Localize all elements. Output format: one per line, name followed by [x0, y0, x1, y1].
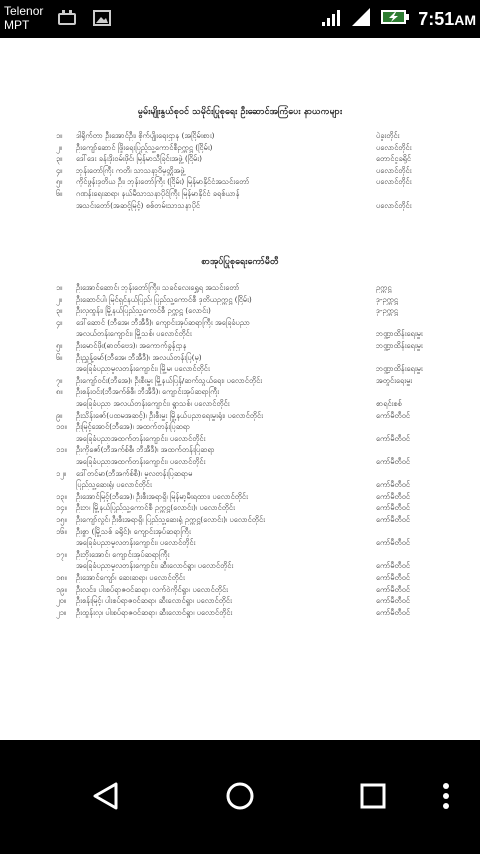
list-item-num: ၃။ — [56, 306, 63, 316]
list-item-text: ဒေါ်ဒေး ခန်းဒိုးဝမ်းဖိုင်၊ မြန်မာသီခြင်းအဖွဲ့ (ငြိမ်း) — [76, 154, 203, 164]
list-item — [56, 607, 426, 618]
list-item — [56, 398, 426, 409]
list-item-num: ၆။ — [56, 352, 63, 362]
list-item-right: ကော်မီတီဝင် — [376, 607, 410, 617]
signal-icon — [350, 6, 372, 32]
list-item-num: ၅။ — [56, 177, 63, 187]
list-item-text: အသင်းတော်(အဆင့်မြင့်) စစ်တမ်းသာသနာပိုင် — [76, 200, 200, 210]
list-item — [56, 433, 426, 444]
list-item-num: ၁၄။ — [56, 503, 67, 513]
list-item — [56, 537, 426, 548]
list-item-num: ၁၆။ — [56, 526, 67, 536]
list-item-right: ပလောင်တိုင်း — [376, 200, 412, 210]
list-item — [56, 317, 426, 328]
back-button[interactable] — [78, 770, 134, 826]
list-item-text: ကိုင်ဖွန်းဒုတိယ ဦး၊ ဘုန်းတော်ကြီး (ငြိမ်း) မြန်မာနိုင်ငံအသင်းတော် — [76, 177, 250, 187]
list-item — [56, 176, 426, 187]
clock-time: 7:51 — [418, 8, 455, 29]
list-item-num: ၆။ — [56, 189, 63, 198]
list-item-right: ဘဏ္ဍာထိန်းရေးမှူး — [376, 341, 423, 350]
list-item-right: ကော်မီတီဝင် — [376, 584, 410, 594]
list-item-right: ကော်မီတီဝင် — [376, 410, 410, 420]
more-icon — [441, 781, 451, 815]
list-item-text: ဦးကျော်လွင်၊ ဦးစီးအရာရှိ၊ ပြည်သူ့ဆေးရုံ ဥက္ကဋ္ဌ(လောင်း)၊ ပလောင်တိုင်း — [76, 515, 265, 524]
list-item-right: ဘဏ္ဍာထိန်းရေးမှူး — [376, 329, 423, 339]
list-item — [56, 165, 426, 176]
list-item-num: ၁။ — [56, 283, 63, 292]
list-item-text: ဒေါ်တင်မာ(ဘီအက်စ်စီ)၊ မူလတန်းပြဆရာမ — [76, 468, 193, 478]
list-item-text: ဦးအောင်ဆောင်၊ ဘုန်းတော်ကြီး၊ သခင်လေးရွှေရ အသင်းတော် — [76, 283, 240, 292]
list-item-text: ဦးမောင်ဖိုး(ဓာတ်ဗေဒ)၊ အကောက်ခွန်ဌာန — [76, 341, 187, 350]
list-item-text: ဦးကျော်ဝင်း(ဘီအေ)၊ ဦးစီးမှူး မြို့နယ်ပြန်/ဆက်သွယ်ရေး၊ ပလောင်တိုင်း — [76, 375, 263, 385]
home-icon — [225, 781, 255, 815]
list-item-num: ၂၀။ — [56, 596, 67, 606]
list-item-num: ၁၉။ — [56, 584, 67, 594]
list-item — [56, 468, 426, 479]
list-item-right: ပလောင်တိုင်း — [376, 165, 412, 175]
list-item — [56, 294, 426, 305]
list-item-num: ၁၂။ — [56, 468, 67, 478]
list-item-text: ဒေါ်ဆောင် (ဘီအေ၊ ဘီအီဒီ)၊ ကျောင်းအုပ်ဆရာကြီး အခြေခံပညာ — [76, 317, 250, 327]
list-item-text: အခြေခံပညာမူလတန်းကျောင်း၊ မြို့မ၊ ပလောင်တိုင်း — [76, 364, 210, 374]
list-item-right: ကော်မီတီဝင် — [376, 457, 410, 466]
list-item — [56, 514, 426, 525]
list-item — [56, 153, 426, 164]
list-item — [56, 340, 426, 351]
carrier-label — [4, 4, 43, 32]
list-item-text: ဦးကိုဇော်(ဘီအက်စ်စီ၊ ဘီအီဒီ)၊ အထက်တန်းပြဆရာ — [76, 445, 215, 455]
list-item-text: ဦးစွာ (မြို့သစ် ခရိုင်)၊ ကျောင်းအုပ်ဆရာကြီး — [76, 526, 191, 536]
list-item-num: ၂။ — [56, 142, 62, 152]
recents-icon — [359, 782, 387, 814]
list-item-text: ဦးအောင်ကျော်၊ ဆေးဆရာ၊ ပလောင်တိုင်း — [76, 573, 185, 582]
list-item-text: ဦးဘိုးအောင်၊ ကျောင်းအုပ်ဆရာကြီး — [76, 549, 170, 559]
list-item-num: ၇။ — [56, 375, 63, 385]
list-item-text: အခြေခံပညာအထက်တန်းကျောင်း၊ ပလောင်တိုင်း — [76, 433, 206, 443]
list-item-num: ၁၇။ — [56, 549, 67, 559]
list-item-num: ၁၃။ — [56, 491, 67, 501]
list-item-right: ပလောင်တိုင်း — [376, 142, 412, 152]
list-item — [56, 130, 426, 141]
list-item-num: ၂။ — [56, 294, 62, 304]
clock-suffix: AM — [454, 11, 476, 28]
list-item-text: ပြည်သူ့ဆေးရုံ၊ ပလောင်တိုင်း — [76, 480, 152, 490]
list-item — [56, 363, 426, 374]
list-item-num: ၃။ — [56, 154, 63, 164]
list-item-text: ဘုန်းတော်ကြီး ကတိ၊ သာသနာ့ဝိမုတ္တိအဖွဲ့ — [76, 165, 185, 175]
list-item — [56, 549, 426, 560]
list-item-right: ကော်မီတီဝင် — [376, 503, 410, 513]
image-icon — [92, 8, 112, 32]
list-item-right: တောင်ငူခရိုင် — [376, 154, 411, 164]
list-item — [56, 352, 426, 363]
list-item-right: ကော်မီတီဝင် — [376, 561, 410, 571]
list-item-num: ၁၀။ — [56, 422, 67, 432]
more-options-button[interactable] — [426, 770, 466, 826]
list-item — [56, 410, 426, 421]
list-item-right: ပလောင်တိုင်း — [376, 177, 412, 187]
list-item — [56, 584, 426, 595]
list-item-right: ကော်မီတီဝင် — [376, 538, 410, 548]
list-item-text: ဒါရိုက်တာ ဦးအောင်ဦး၊ စိုက်ပျိုးရေးဌာန (အငြိမ်းစား) — [76, 131, 215, 140]
section-title: စာအုပ်ပြုစုရေးကော်မီတီ — [201, 257, 279, 267]
list-item-num: ၁၅။ — [56, 515, 67, 524]
list-item-text: အလယ်တန်းကျောင်း၊ မြို့သစ်၊ ပလောင်တိုင်း — [76, 329, 192, 339]
list-item-text: ဦးစန်းဝင်း(ဘီအက်စ်စီ၊ ဘီအီဒီ)၊ ကျောင်းအုပ်ဆရာကြီး — [76, 387, 220, 397]
list-item-right: ဒု-ဥက္ကဋ္ဌ — [376, 294, 398, 304]
list-item — [56, 491, 426, 502]
list-item-text: ဦးလင်း၊ ပါးစပ်ရာဇဝင်ဆရာ၊ လက်ဝဲကိုင်ရွာ၊ ပလောင်တိုင်း — [76, 584, 228, 594]
list-item — [56, 502, 426, 513]
list-item — [56, 282, 426, 293]
list-item-right: ကော်မီတီဝင် — [376, 573, 410, 582]
list-item — [56, 142, 426, 153]
list-item-text: ဦးမြင့်အောင်(ဘီအေ)၊ အထက်တန်းပြဆရာ — [76, 422, 191, 432]
list-item-num: ၄။ — [56, 317, 63, 327]
list-item-num: ၁။ — [56, 131, 63, 140]
list-item-text: အခြေခံပညာမူလတန်းကျောင်း၊ ပလောင်တိုင်း — [76, 538, 196, 548]
list-item-right: ကော်မီတီဝင် — [376, 596, 410, 606]
list-item — [56, 444, 426, 455]
list-item-num: ၅။ — [56, 341, 63, 350]
list-item — [56, 456, 426, 467]
list-item-num: ၁၈။ — [56, 573, 67, 582]
list-item — [56, 572, 426, 583]
home-button[interactable] — [212, 770, 268, 826]
list-item — [56, 375, 426, 386]
list-item-text: ဦးသိန်းဇော်(ပထမအဆင့်)၊ ဦးစီးမှူး မြို့နယ်ပညာရေးမှူးရုံး၊ ပလောင်တိုင်း — [76, 410, 263, 420]
list-item-text: အခြေခံပညာအထက်တန်းကျောင်း၊ ပလောင်တိုင်း — [76, 457, 206, 466]
list-item — [56, 421, 426, 432]
list-item-right: ကော်မီတီဝင် — [376, 491, 410, 501]
battery-charging-icon — [380, 8, 410, 30]
list-item-right: ကော်မီတီဝင် — [376, 480, 410, 490]
list-item-text: ဦးလှထွန်း၊ မြို့နယ်ပြည်သူ့ကောင်စီ ဥက္ကဋ္ဌ (လောင်း) — [76, 306, 211, 316]
back-icon — [92, 781, 120, 815]
list-item-num: ၉။ — [56, 410, 63, 420]
carrier-line-1: Telenor — [4, 4, 44, 18]
document-page[interactable] — [0, 38, 480, 740]
list-item-num: ၂၁။ — [56, 607, 67, 617]
status-bar — [0, 0, 480, 38]
list-item — [56, 526, 426, 537]
list-item-num: ၁၁။ — [56, 445, 67, 455]
list-item-text: ဦးညွှန့်မော်(ဘီအေ၊ ဘီအီဒီ)၊ အလယ်တန်းပြ(မှ) — [76, 352, 202, 362]
list-item-right: ဒု-ဥက္ကဋ္ဌ — [376, 306, 398, 316]
list-item-text: ဂဏန်းရေးဆရာ၊ နယ်မီသာသနာပိုင်ကြီး မြန်မာနိုင်ငံ ခရစ်ယာန် — [76, 189, 240, 198]
navigation-bar — [0, 740, 480, 854]
list-item-right: ကော်မီတီဝင် — [376, 515, 410, 524]
list-item-right: အတွင်းရေးမှူး — [376, 375, 413, 385]
list-item-right: စာရင်းစစ် — [376, 399, 402, 408]
list-item-right: ပဲခူးတိုင်း — [376, 131, 400, 140]
list-item — [56, 188, 426, 199]
recents-button[interactable] — [345, 770, 401, 826]
list-item-text: ဦးဆောင်ပါ၊ မြင်ရှင်နယ်ပြည်၊ ပြည်သူ့ကောင်စီ ဒုတိယဥက္ကဋ္ဌ (ငြိမ်း) — [76, 294, 252, 304]
list-item — [56, 479, 426, 490]
wifi-icon — [320, 6, 342, 32]
list-item-right: ဥက္ကဋ္ဌ — [376, 283, 392, 292]
list-item-right: ဘဏ္ဍာထိန်းရေးမှူး — [376, 364, 423, 374]
list-item-text: အခြေခံပညာ အလယ်တန်းကျောင်း၊ ရွာသစ်၊ ပလောင်တိုင်း — [76, 399, 230, 408]
list-item — [56, 200, 426, 211]
list-item-text: အခြေခံပညာမူလတန်းကျောင်း၊ ဆီးလောင်ရွာ၊ ပလောင်တိုင်း — [76, 561, 234, 571]
list-item-right: ကော်မီတီဝင် — [376, 433, 410, 443]
clock — [418, 9, 476, 30]
list-item — [56, 595, 426, 606]
document-title: မွမ်းမျိုးနွယ်စုဝင် သမိုင်းပြုစုရေး ဦးဆောင်အကြံပေး နာယကများ — [137, 107, 343, 117]
carrier-line-2: MPT — [4, 18, 30, 32]
list-item — [56, 386, 426, 397]
list-item — [56, 560, 426, 571]
list-item — [56, 328, 426, 339]
list-item-text: ဦးအောင်မြင့်(ဘီအေ)၊ ဦးစီးအရာရှိ၊ မြန်မာ့မီးရထား၊ ပလောင်တိုင်း — [76, 491, 248, 501]
list-item-text: ဦးကျော်ဆောင် ဖြိုးရေးပြည့်သူ့ကောင်စီဥက္ကဋ္ဌ (ငြိမ်း) — [76, 142, 213, 152]
usb-icon — [56, 8, 78, 32]
list-item-text: ဦးထွန်းလှ၊ ပါးစပ်ရာဇဝင်ဆရာ၊ ဆီးလောင်ရွာ၊ ပလောင်တိုင်း — [76, 607, 233, 617]
list-item-num: ၄။ — [56, 165, 63, 175]
list-item — [56, 305, 426, 316]
list-item-text: ဦးစန်းမြင့်၊ ပါးစပ်ရာဇဝင်ဆရာ၊ ဆီးလောင်ရွာ၊ ပလောင်တိုင်း — [76, 596, 232, 606]
list-item-text: ဦးဘ၊ မြို့နယ်ပြည်သူ့ကောင်စီ ဥက္ကဋ္ဌ(လောင်း)၊ ပလောင်တိုင်း — [76, 503, 235, 513]
list-item-num: ၈။ — [56, 387, 63, 397]
